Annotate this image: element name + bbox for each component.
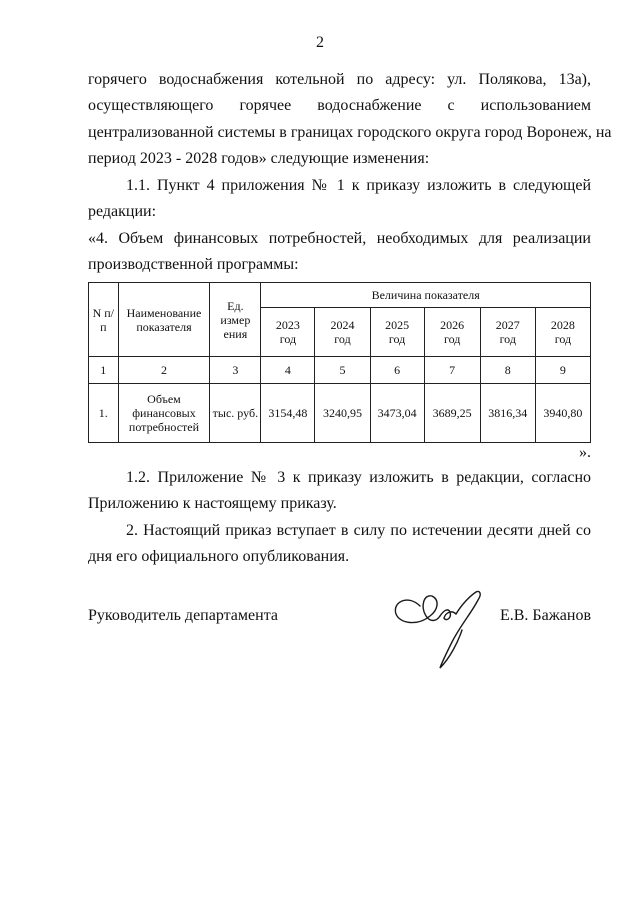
signer-name: Е.В. Бажанов — [499, 607, 591, 624]
column-number: 8 — [480, 357, 535, 384]
value-2028: 3940,80 — [535, 384, 590, 443]
item-4-line-1: «4. Объем финансовых потребностей, необходимых для реализации — [88, 230, 591, 247]
year-label: 2023 — [275, 318, 300, 332]
closing-quote: ». — [579, 444, 591, 461]
year-suffix: год — [334, 332, 351, 346]
header-name: Наименование показателя — [118, 283, 210, 357]
year-label: 2025 — [385, 318, 410, 332]
year-suffix: год — [554, 332, 572, 346]
header-year-2024 — [315, 308, 370, 357]
column-number: 1 — [89, 357, 119, 384]
column-number-row — [89, 357, 591, 384]
table-row — [89, 384, 591, 443]
intro-line-4: период 2023 - 2028 годов» следующие изменения: — [88, 150, 430, 167]
intro-line-3: централизованной системы в границах городского округа город Воронеж, на — [88, 124, 612, 141]
row-unit: тыс. руб. — [210, 384, 261, 443]
year-label: 2028 — [550, 318, 575, 332]
value-2027: 3816,34 — [480, 384, 535, 443]
header-unit: Ед. измер ения — [210, 283, 261, 357]
item-1-2-line-1: 1.2. Приложение № 3 к приказу изложить в редакции, согласно — [126, 469, 591, 486]
handwritten-signature — [390, 582, 490, 670]
intro-line-1: горячего водоснабжения котельной по адресу: ул. Полякова, 13а), — [88, 71, 591, 88]
header-year-2028 — [535, 308, 590, 357]
signer-title: Руководитель департамента — [88, 607, 278, 624]
item-2-line-2: дня его официального опубликования. — [88, 548, 350, 565]
header-n: N п/п — [89, 283, 119, 357]
item-1-1-line-1: 1.1. Пункт 4 приложения № 1 к приказу изложить в следующей — [126, 177, 591, 194]
column-number: 6 — [370, 357, 424, 384]
page-number: 2 — [316, 34, 324, 51]
financial-needs-table — [88, 282, 591, 443]
header-year-2025 — [370, 308, 424, 357]
year-label: 2027 — [495, 318, 520, 332]
header-value: Величина показателя — [261, 283, 591, 308]
year-label: 2026 — [440, 318, 465, 332]
year-suffix: год — [388, 332, 406, 346]
signature-block — [88, 606, 591, 626]
column-number: 3 — [210, 357, 261, 384]
column-number: 2 — [118, 357, 210, 384]
column-number: 9 — [535, 357, 590, 384]
value-2024: 3240,95 — [315, 384, 370, 443]
year-suffix: год — [279, 332, 297, 346]
value-2023: 3154,48 — [261, 384, 315, 443]
year-suffix: год — [443, 332, 461, 346]
item-1-1-line-2: редакции: — [88, 203, 157, 220]
intro-line-2: осуществляющего горячее водоснабжение с использованием — [88, 97, 591, 114]
item-1-2-line-2: Приложению к настоящему приказу. — [88, 495, 337, 512]
row-number: 1. — [89, 384, 119, 443]
header-year-2023 — [261, 308, 315, 357]
item-4-line-2: производственной программы: — [88, 256, 299, 273]
value-2026: 3689,25 — [424, 384, 480, 443]
value-2025: 3473,04 — [370, 384, 424, 443]
header-year-2026 — [424, 308, 480, 357]
year-label: 2024 — [330, 318, 355, 332]
column-number: 4 — [261, 357, 315, 384]
item-2-line-1: 2. Настоящий приказ вступает в силу по истечении десяти дней со — [126, 522, 591, 539]
header-year-2027 — [480, 308, 535, 357]
column-number: 7 — [424, 357, 480, 384]
row-name: Объем финансовых потребностей — [118, 384, 210, 443]
column-number: 5 — [315, 357, 370, 384]
year-suffix: год — [499, 332, 516, 346]
